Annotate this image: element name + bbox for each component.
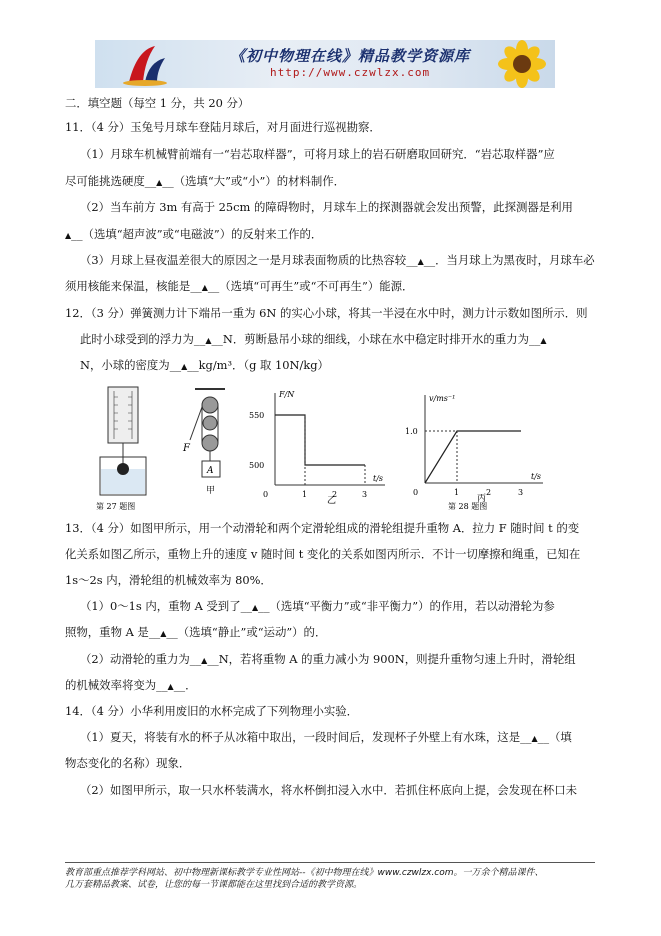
q12-line3: N，小球的密度为__▲__kg/m³．（g 取 10N/kg）	[80, 358, 329, 372]
force-series-line	[275, 415, 365, 465]
footer-line1: 教育部重点推荐学科网站、初中物理新课标教学专业性网站--《初中物理在线》www.czwlzx.com。一万余个精品课件、	[65, 868, 544, 878]
x-tick-label: 1	[454, 488, 460, 497]
y-axis-label: v/ms⁻¹	[429, 394, 456, 403]
pulley-figure	[190, 389, 225, 477]
answer-blank: ▲	[201, 283, 208, 292]
q12-line2: 此时小球受到的浮力为__▲__N．剪断悬吊小球的细线，小球在水中稳定时排开水的重力为__▲	[80, 332, 547, 346]
q11-part1-line2: 尽可能挑选硬度__▲__（选填“大”或“小”）的材料制作．	[65, 174, 346, 188]
fig-bing-label: 丙	[477, 494, 487, 504]
banner-url[interactable]: http://www.czwlzx.com	[270, 66, 431, 79]
answer-blank: ▲	[181, 362, 188, 371]
q14-part1-line1: （1）夏天，将装有水的杯子从冰箱中取出，一段时间后，发现杯子外壁上有水珠，这是__▲__（填	[80, 730, 572, 744]
answer-blank: ▲	[160, 629, 167, 638]
q13-part1-line1: （1）0～1s 内，重物 A 受到了__▲__（选填“平衡力”或“非平衡力”）的作用，若以动滑轮为参	[80, 599, 555, 613]
x-axis-label: t/s	[531, 472, 542, 481]
q13-part2-line1: （2）动滑轮的重力为__▲__N，若将重物 A 的重力减小为 900N，则提升重物匀速上升时，滑轮组	[80, 652, 576, 666]
answer-blank: ▲	[201, 656, 208, 665]
q11-part3-line1: （3）月球上昼夜温差很大的原因之一是月球表面物质的比热容较__▲__．当月球上为黑夜时，月球车必	[80, 253, 595, 267]
answer-blank: ▲	[205, 336, 212, 345]
q11-part2-line2: ▲__（选填“超声波”或“电磁波”）的反射来工作的．	[65, 227, 323, 241]
answer-blank: ▲	[156, 178, 163, 187]
footer-text	[65, 867, 544, 891]
force-time-chart	[249, 390, 385, 506]
q11-part2-line1: （2）当车前方 3m 有高于 25cm 的障碍物时，月球车上的探测器就会发出预警，此探测器是利用	[80, 200, 573, 214]
answer-blank: ▲	[540, 336, 547, 345]
x-tick-label: 0	[413, 488, 419, 497]
q11-part3-line2: 须用核能来保温，核能是__▲__（选填“可再生”或“不可再生”）能源．	[65, 279, 414, 293]
x-tick-label: 3	[518, 488, 524, 497]
fig28-caption: 第 28 题图	[448, 502, 488, 511]
spring-scale-figure	[100, 387, 146, 495]
y-tick-label: 500	[249, 461, 265, 470]
banner-title: 《初中物理在线》精品教学资源库	[230, 47, 471, 65]
figures-area	[90, 385, 560, 515]
velocity-series-line	[425, 431, 521, 483]
q13-line1: 13．（4 分）如图甲所示，用一个动滑轮和两个定滑轮组成的滑轮组提升重物 A．拉力 F 随时间 t 的变	[65, 521, 580, 535]
answer-blank: ▲	[167, 682, 174, 691]
velocity-time-chart	[405, 394, 543, 504]
answer-blank: ▲	[251, 603, 259, 612]
fig-jia-label: 甲	[206, 486, 216, 496]
q14-part1-line2: 物态变化的名称）现象．	[65, 756, 191, 770]
header-banner	[95, 40, 555, 88]
x-tick-label: 2	[332, 490, 338, 499]
q13-part2-line2: 的机械效率将变为__▲__．	[65, 678, 197, 692]
fig27-caption: 第 27 题图	[96, 502, 136, 511]
y-axis-label: F/N	[279, 390, 295, 399]
q13-part1-line2: 照物，重物 A 是__▲__（选填“静止”或“运动”）的．	[65, 625, 327, 639]
q13-line3: 1s～2s 内，滑轮组的机械效率为 80%．	[65, 573, 272, 587]
x-tick-label: 3	[362, 490, 368, 499]
weight-A-label: A	[207, 466, 214, 476]
x-axis-label: t/s	[373, 474, 384, 483]
answer-blank: ▲	[417, 257, 424, 266]
footer-line2: 几万套精品教案、试卷，让您的每一节课都能在这里找到合适的教学资源。	[65, 880, 363, 890]
logo-icon	[115, 40, 175, 88]
sunflower-icon	[487, 40, 555, 88]
force-F-label: F	[183, 443, 190, 454]
q11-part1-line1: （1）月球车机械臂前端有一“岩芯取样器”，可将月球上的岩石研磨取回研究．“岩芯取样器”应	[80, 147, 555, 161]
answer-blank: ▲	[65, 231, 72, 240]
q12-line1: 12．（3 分）弹簧测力计下端吊一重为 6N 的实心小球，将其一半浸在水中时，测力计示数如图所示．则	[65, 306, 588, 320]
q14-line1: 14．（4 分）小华利用废旧的水杯完成了下列物理小实验．	[65, 704, 359, 718]
y-tick-label: 1.0	[405, 427, 418, 436]
q13-line2: 化关系如图乙所示，重物上升的速度 v 随时间 t 变化的关系如图丙所示．不计一切摩擦和绳重，已知在	[65, 547, 581, 561]
y-tick-label: 550	[249, 411, 265, 420]
q14-part2-line1: （2）如图甲所示，取一只水杯装满水，将水杯倒扣浸入水中．若抓住杯底向上提，会发现在杯口未	[80, 783, 578, 797]
x-tick-label: 0	[263, 490, 269, 499]
footer-rule	[65, 862, 595, 863]
answer-blank: ▲	[531, 734, 538, 743]
section-heading: 二．填空题（每空 1 分，共 20 分）	[65, 96, 250, 110]
x-tick-label: 1	[302, 490, 308, 499]
x-tick-label: 2	[486, 488, 492, 497]
q11-heading: 11．（4 分）玉兔号月球车登陆月球后，对月面进行巡视勘察．	[65, 120, 381, 134]
fig-yi-label: 乙	[327, 496, 337, 506]
